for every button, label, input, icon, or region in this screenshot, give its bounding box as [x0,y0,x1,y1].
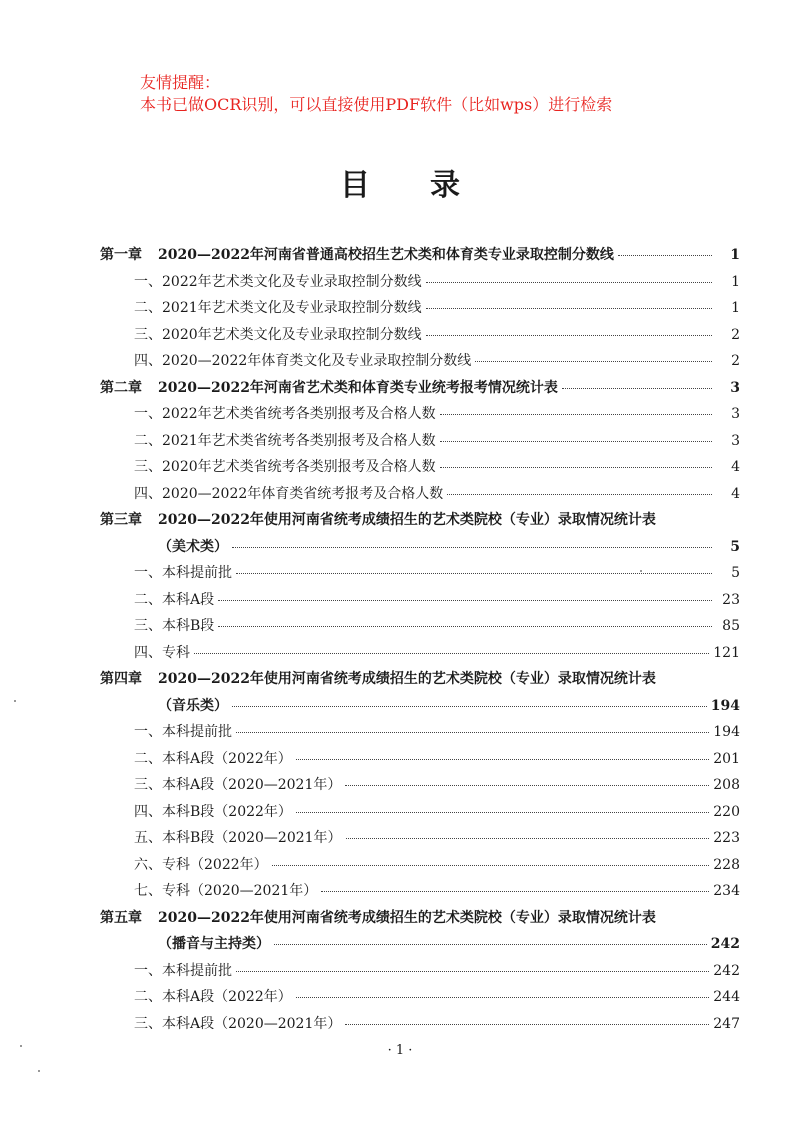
toc-page-number: 223 [713,830,740,846]
toc-entry-text: 四、2020—2022年体育类文化及专业录取控制分数线 [134,353,472,369]
toc-page-number: 194 [710,697,740,714]
toc-entry-text: 二、本科A段（2022年） [134,750,292,767]
dot-leader [236,573,712,574]
toc-entry-text: 2020—2022年使用河南省统考成绩招生的艺术类院校（专业）录取情况统计表 [158,512,656,528]
toc-entry-label [134,562,232,582]
toc-entry-label [134,774,341,794]
toc-section-entry[interactable] [100,297,740,324]
chapter-number: 第四章 [100,671,142,687]
toc-entry-text: （音乐类） [158,697,228,714]
toc-page-number: 23 [722,591,740,608]
toc-entry-label [134,483,443,503]
toc-entry-label [134,1013,341,1033]
toc-page-number: 234 [713,883,740,899]
toc-chapter-entry[interactable] [100,907,740,934]
toc-section-entry[interactable] [100,430,740,457]
toc-section-entry[interactable] [100,880,740,907]
toc-entry-text: 六、专科（2022年） [134,856,268,873]
toc-page-number: 5 [730,538,740,555]
toc-chapter-continuation[interactable] [100,933,740,960]
dot-leader [345,1024,709,1025]
toc-page-number: 3 [730,379,740,396]
chapter-number: 第三章 [100,512,142,528]
toc-chapter-entry[interactable] [100,244,740,271]
toc-section-entry[interactable] [100,483,740,510]
scan-speck [640,570,642,572]
toc-page-number: 2 [731,326,740,343]
scan-speck [38,1070,40,1072]
toc-entry-label [134,430,436,450]
toc-entry-text: 2020—2022年使用河南省统考成绩招生的艺术类院校（专业）录取情况统计表 [158,909,656,926]
toc-section-entry[interactable] [100,827,740,854]
toc-page-number: 3 [731,406,740,422]
dot-leader [562,388,712,389]
toc-entry-text: 三、2020年艺术类文化及专业录取控制分数线 [134,326,422,343]
dot-leader [426,335,712,336]
dot-leader [236,971,709,972]
toc-page-number: 208 [713,777,740,793]
dot-leader [296,997,710,998]
toc-page-number: 1 [730,247,740,263]
toc-entry-text: 四、2020—2022年体育类省统考报考及合格人数 [134,485,444,502]
toc-section-entry[interactable] [100,271,740,298]
toc-entry-text: 七、专科（2020—2021年） [134,883,318,899]
toc-section-entry[interactable] [100,986,740,1013]
toc-entry-label [134,721,232,741]
toc-section-entry[interactable] [100,721,740,748]
dot-leader [296,812,709,813]
chapter-number: 第一章 [100,247,142,263]
scan-speck [20,1045,22,1047]
dot-leader [232,547,712,548]
table-of-contents [100,244,740,1039]
toc-section-entry[interactable] [100,748,740,775]
toc-entry-text: 五、本科B段（2020—2021年） [134,830,342,846]
dot-leader [426,282,712,283]
toc-entry-label [100,244,614,264]
toc-entry-label [134,854,268,874]
toc-entry-label [134,324,422,344]
toc-entry-text: （播音与主持类） [158,936,270,952]
toc-section-entry[interactable] [100,403,740,430]
dot-leader [218,600,712,601]
toc-entry-text: 二、本科A段（2022年） [134,989,292,1005]
toc-entry-label [134,827,342,847]
dot-leader [447,494,712,495]
toc-chapter-entry[interactable] [100,509,740,536]
toc-entry-label [158,536,228,556]
toc-entry-text: 2020—2022年河南省艺术类和体育类专业统考报考情况统计表 [158,379,558,396]
toc-entry-text: 二、2021年艺术类省统考各类别报考及合格人数 [134,432,436,449]
toc-entry-label [134,642,190,662]
toc-page-number: 85 [722,618,740,634]
page-title: 目录 [340,168,520,203]
dot-leader [346,838,710,839]
toc-page-number: 242 [710,936,740,952]
toc-section-entry[interactable] [100,589,740,616]
toc-entry-label [134,960,232,980]
toc-section-entry[interactable] [100,801,740,828]
dot-leader [440,467,712,468]
toc-entry-label [100,377,558,397]
toc-entry-text: 2020—2022年使用河南省统考成绩招生的艺术类院校（专业）录取情况统计表 [158,671,656,687]
toc-entry-label [134,456,436,476]
toc-section-entry[interactable] [100,562,740,589]
dot-leader [440,414,712,415]
toc-section-entry[interactable] [100,642,740,669]
toc-section-entry[interactable] [100,615,740,642]
toc-page-number: 121 [713,644,740,661]
dot-leader [618,255,712,256]
toc-page-number: 194 [713,724,740,740]
toc-entry-text: 一、本科提前批 [134,565,232,581]
toc-entry-text: 四、专科 [134,644,190,661]
toc-page-number: 2 [731,353,740,369]
toc-section-entry[interactable] [100,1013,740,1040]
dot-leader [321,891,709,892]
notice-line-2: 本书已做OCR识别，可以直接使用PDF软件（比如wps）进行检索 [140,95,613,114]
toc-entry-text: （美术类） [158,538,228,555]
toc-page-number: 3 [731,432,740,449]
toc-entry-label [100,509,656,529]
toc-page-number: 1 [731,273,740,290]
toc-page-number: 4 [731,485,740,502]
toc-section-entry[interactable] [100,350,740,377]
toc-section-entry[interactable] [100,456,740,483]
toc-entry-label [134,986,292,1006]
toc-entry-text: 三、本科B段 [134,618,215,634]
toc-entry-label [158,695,228,715]
toc-entry-text: 三、本科A段（2020—2021年） [134,1015,342,1032]
toc-entry-label [134,271,422,291]
toc-entry-label [134,589,214,609]
toc-entry-label [134,748,292,768]
chapter-number: 第五章 [100,909,142,926]
scan-speck [14,700,16,702]
dot-leader [274,944,707,945]
dot-leader [272,865,710,866]
toc-entry-label [134,350,471,370]
toc-page-number: 1 [731,300,740,316]
toc-entry-label [134,880,317,900]
toc-entry-text: 一、本科提前批 [134,962,232,979]
toc-section-entry[interactable] [100,324,740,351]
toc-page-number: 247 [713,1015,740,1032]
toc-entry-text: 一、2022年艺术类文化及专业录取控制分数线 [134,273,422,290]
toc-entry-text: 四、本科B段（2022年） [134,803,292,820]
toc-page-number: 228 [713,856,740,873]
dot-leader [218,626,712,627]
toc-chapter-entry[interactable] [100,377,740,404]
dot-leader [475,361,712,362]
dot-leader [232,706,707,707]
ocr-notice [140,72,612,116]
toc-page-number: 220 [713,803,740,820]
toc-page-number: 201 [713,750,740,767]
toc-entry-text: 二、本科A段 [134,591,215,608]
toc-page-number: 4 [731,459,740,475]
notice-line-1: 友情提醒： [140,73,221,92]
dot-leader [236,732,709,733]
toc-chapter-entry[interactable] [100,668,740,695]
toc-section-entry[interactable] [100,854,740,881]
toc-section-entry[interactable] [100,960,740,987]
page-number: · 1 · [387,1043,413,1058]
toc-entry-text: 三、本科A段（2020—2021年） [134,777,342,793]
toc-section-entry[interactable] [100,774,740,801]
toc-page-number: 244 [713,989,740,1005]
chapter-number: 第二章 [100,379,142,396]
toc-entry-text: 三、2020年艺术类省统考各类别报考及合格人数 [134,459,436,475]
toc-entry-label [100,668,656,688]
toc-entry-text: 2020—2022年河南省普通高校招生艺术类和体育类专业录取控制分数线 [158,247,614,263]
toc-page-number: 242 [713,962,740,979]
dot-leader [345,785,709,786]
dot-leader [426,308,712,309]
toc-entry-label [134,297,422,317]
toc-entry-label [134,403,436,423]
toc-chapter-continuation[interactable] [100,695,740,722]
toc-entry-label [100,907,656,927]
dot-leader [194,653,709,654]
dot-leader [296,759,710,760]
dot-leader [440,441,712,442]
toc-entry-label [134,615,214,635]
toc-chapter-continuation[interactable] [100,536,740,563]
toc-entry-label [158,933,270,953]
toc-page-number: 5 [731,565,740,581]
toc-entry-text: 一、2022年艺术类省统考各类别报考及合格人数 [134,406,436,422]
toc-entry-text: 二、2021年艺术类文化及专业录取控制分数线 [134,300,422,316]
toc-entry-text: 一、本科提前批 [134,724,232,740]
toc-entry-label [134,801,292,821]
